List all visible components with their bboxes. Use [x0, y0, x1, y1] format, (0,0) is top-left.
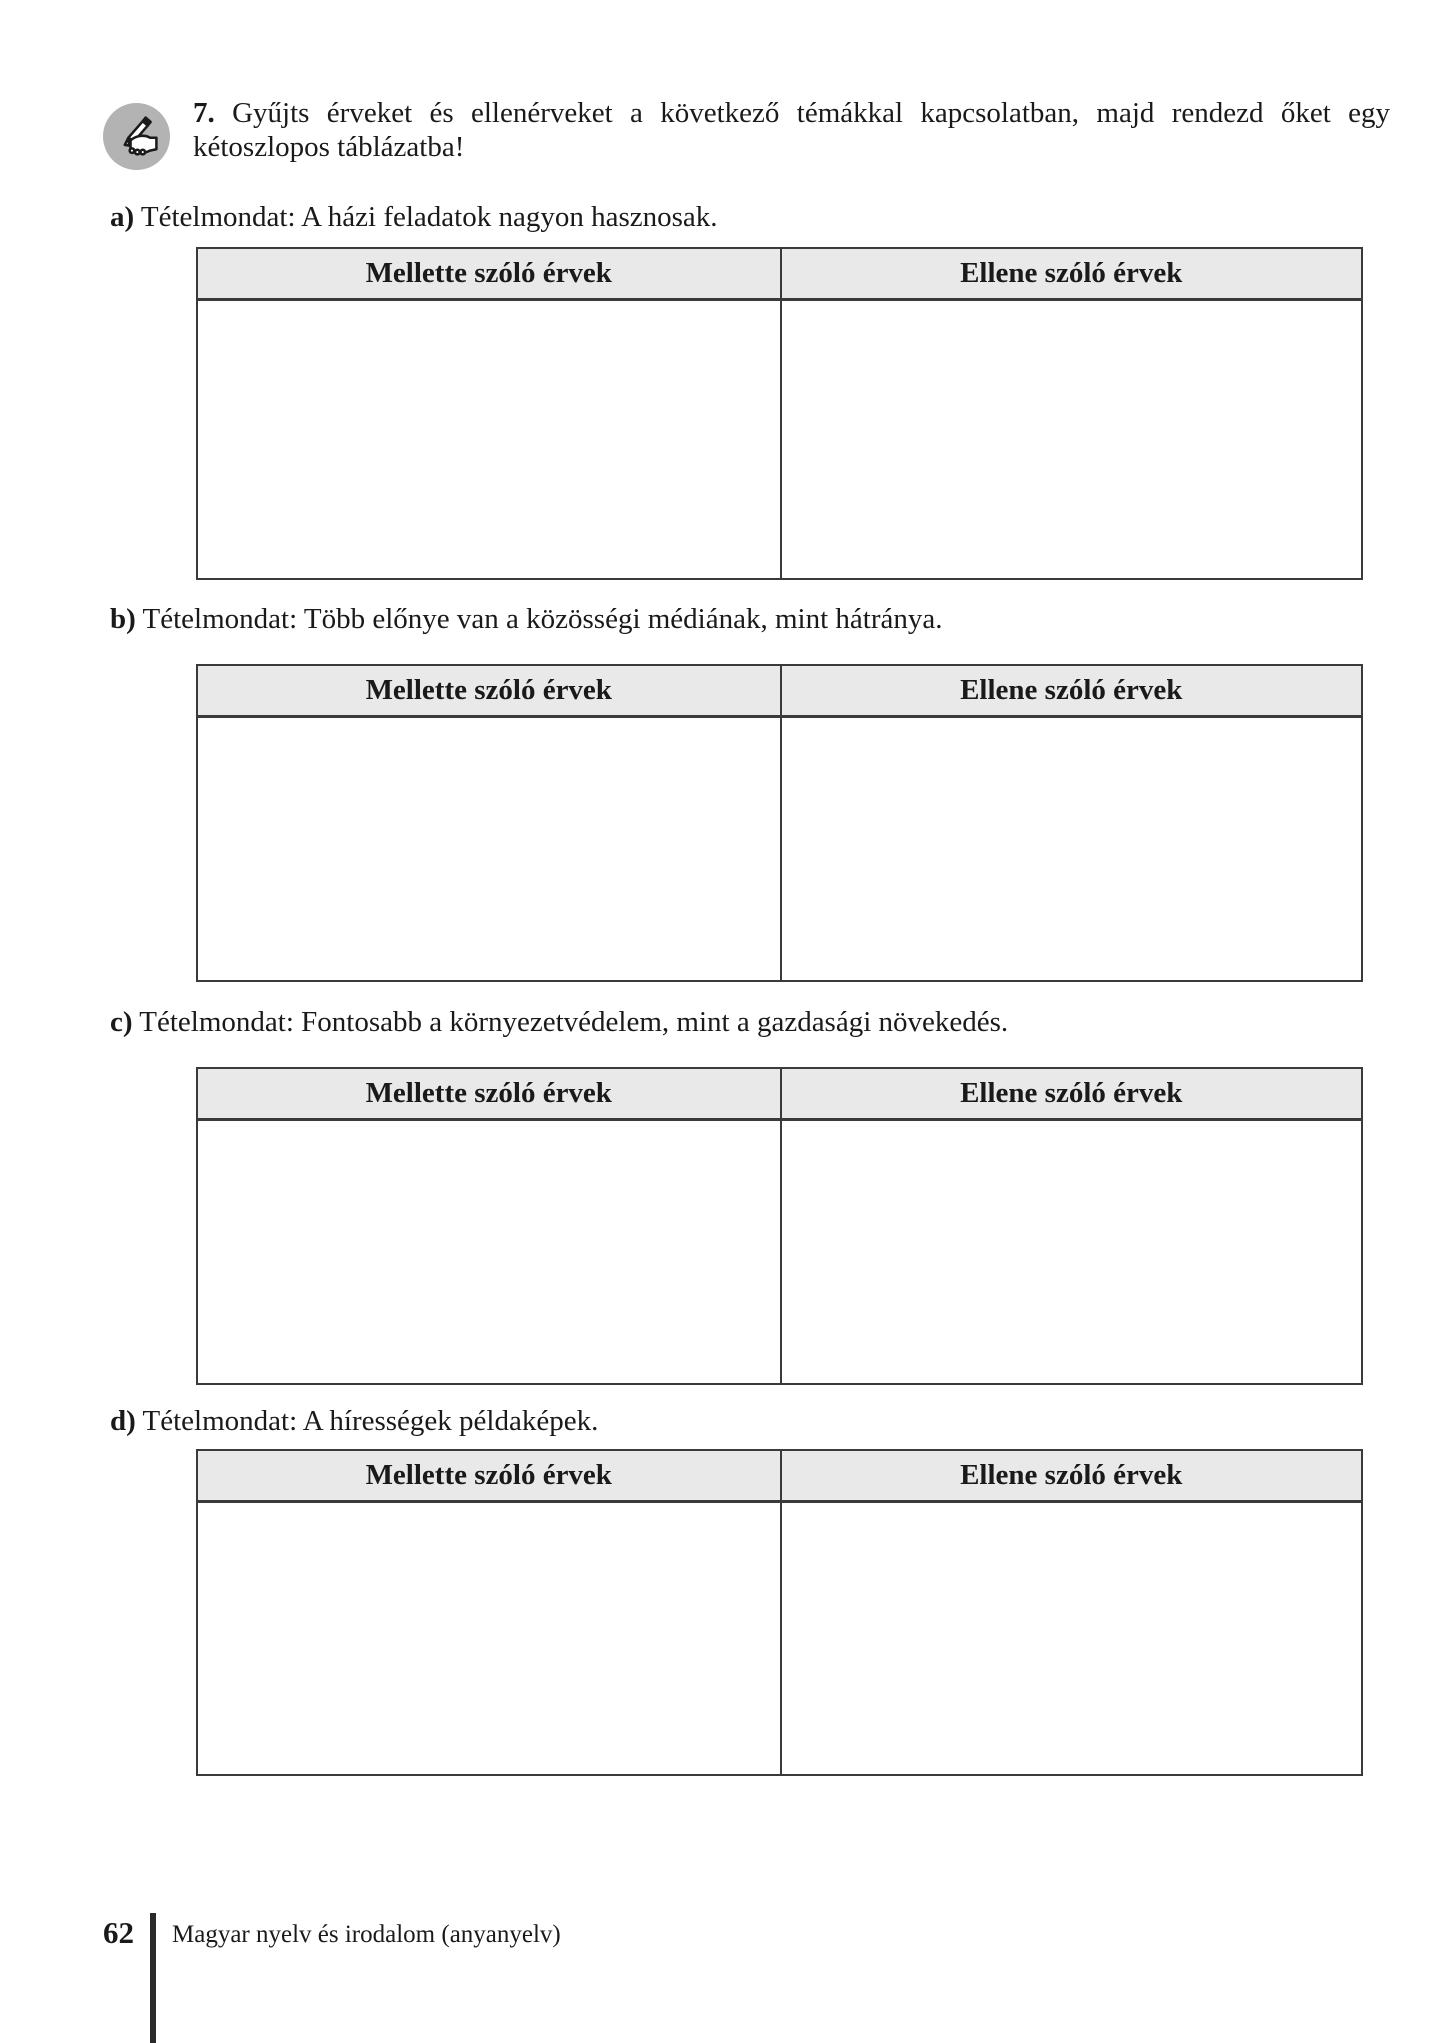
section-c-label: c) — [110, 1006, 133, 1038]
section-a-title — [110, 200, 718, 234]
instruction-text: Gyűjts érveket és ellenérveket a következő témákkal kapcsolatban, majd rendezd őket egy — [232, 97, 1391, 129]
section-c-title — [110, 1005, 1008, 1039]
con-column-header: Ellene szóló érvek — [780, 666, 1362, 715]
section-d-statement: Tételmondat: A hírességek példaképek. — [142, 1405, 599, 1437]
table-c-header-row — [198, 1069, 1361, 1121]
pro-column-header: Mellette szóló érvek — [365, 1077, 612, 1109]
instruction-line-2: kétoszlopos táblázatba! — [193, 131, 465, 163]
con-arguments-cell — [780, 718, 1362, 980]
footer-title: Magyar nyelv és irodalom (anyanyelv) — [172, 1921, 561, 1948]
pro-arguments-cell — [198, 301, 780, 578]
section-a-label: a) — [110, 201, 135, 233]
pro-column-header: Mellette szóló érvek — [365, 1459, 612, 1491]
page-number: 62 — [103, 1915, 134, 1950]
section-b-title — [110, 602, 942, 636]
section-b-statement: Tételmondat: Több előnye van a közösségi médiának, mint hátránya. — [142, 603, 943, 635]
writing-hand-icon — [103, 103, 170, 170]
pro-arguments-cell — [198, 1503, 780, 1774]
table-a-body-row — [198, 301, 1361, 578]
exercise-instruction — [193, 96, 1390, 164]
con-column-header: Ellene szóló érvek — [780, 1069, 1362, 1118]
section-d-title — [110, 1404, 598, 1438]
con-arguments-cell — [780, 1503, 1362, 1774]
arguments-table-a — [196, 247, 1363, 580]
section-b-label: b) — [110, 603, 136, 635]
table-a-header-row — [198, 249, 1361, 301]
pro-column-header: Mellette szóló érvek — [365, 674, 612, 706]
footer-divider — [150, 1913, 156, 2043]
con-arguments-cell — [780, 301, 1362, 578]
table-d-header-row — [198, 1451, 1361, 1503]
arguments-table-c — [196, 1067, 1363, 1385]
table-b-body-row — [198, 718, 1361, 980]
section-c-statement: Tételmondat: Fontosabb a környezetvédelem, mint a gazdasági növekedés. — [139, 1006, 1009, 1038]
pro-arguments-cell — [198, 1121, 780, 1383]
pro-arguments-cell — [198, 718, 780, 980]
table-d-body-row — [198, 1503, 1361, 1774]
arguments-table-b — [196, 664, 1363, 982]
con-column-header: Ellene szóló érvek — [780, 249, 1362, 298]
exercise-number: 7. — [193, 97, 215, 129]
table-b-header-row — [198, 666, 1361, 718]
section-d-label: d) — [110, 1405, 136, 1437]
arguments-table-d — [196, 1449, 1363, 1776]
con-arguments-cell — [780, 1121, 1362, 1383]
instruction-line-1 — [193, 96, 1390, 130]
section-a-statement: Tételmondat: A házi feladatok nagyon hasznosak. — [140, 201, 718, 233]
con-column-header: Ellene szóló érvek — [780, 1451, 1362, 1500]
pro-column-header: Mellette szóló érvek — [365, 257, 612, 289]
table-c-body-row — [198, 1121, 1361, 1383]
